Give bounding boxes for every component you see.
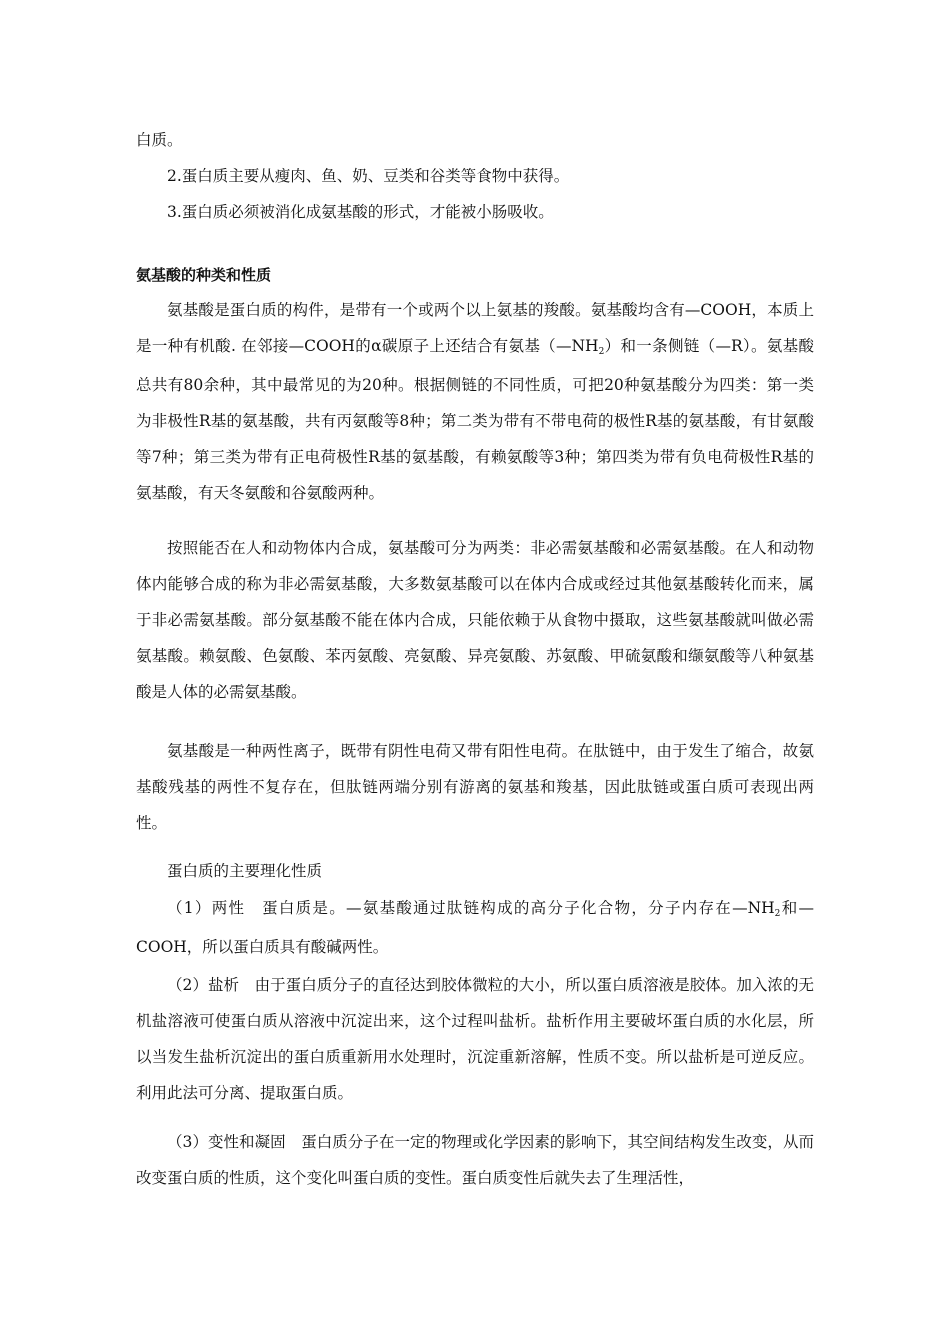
paragraph-essential-amino-acids: 按照能否在人和动物体内合成，氨基酸可分为两类：非必需氨基酸和必需氨基酸。在人和动物体内能够合成的称为非必需氨基酸，大多数氨基酸可以在体内合成或经过其他氨基酸转化而来，属于非必需氨基酸。部分氨基酸不能在体内合成，只能依赖于从食物中摄取，这些氨基酸就叫做必需氨基酸。赖氨酸、色氨酸、苯丙氨酸、亮氨酸、异亮氨酸、苏氨酸、甲硫氨酸和缬氨酸等八种氨基酸是人体的必需氨基酸。 [136,539,814,701]
paragraph-continuation: 白质。 [136,131,183,149]
paragraph-salting-out: （2）盐析 由于蛋白质分子的直径达到胶体微粒的大小，所以蛋白质溶液是胶体。加入浓的无机盐溶液可使蛋白质从溶液中沉淀出来，这个过程叫盐析。盐析作用主要破坏蛋白质的水化层，所以当发生盐析沉淀出的蛋白质重新用水处理时，沉淀重新溶解，性质不变。所以盐析是可逆反应。利用此法可分离、提取蛋白质。 [136,976,814,1102]
list-item-2: 2.蛋白质主要从瘦肉、鱼、奶、豆类和谷类等食物中获得。 [167,167,570,185]
subheading-properties: 蛋白质的主要理化性质 [167,862,323,880]
subscript: 2 [598,347,605,357]
paragraph-text: 氨基酸是蛋白质的构件，是带有一个或两个以上氨基的羧酸。氨基酸均含有—COOH，本质上是一种有机酸. 在邻接—COOH的α碳原子上还结合有氨基（—NH [136,301,814,355]
list-item-3: 3.蛋白质必须被消化成氨基酸的形式，才能被小肠吸收。 [167,203,554,221]
paragraph-text: 和—COOH，所以蛋白质具有酸碱两性。 [136,899,814,956]
paragraph-amphoteric [136,890,814,965]
paragraph-text: ）和一条侧链（—R）。氨基酸总共有80余种，其中最常见的为20种。根据侧链的不同性质，可把20种氨基酸分为四类：第一类为非极性R基的氨基酸，共有丙氨酸等8种；第二类为带有不带电荷的极性R基的氨基酸，有甘氨酸等7种；第三类为带有正电荷极性R基的氨基酸，有赖氨酸等3种；第四类为带有负电荷极性R基的氨基酸，有天冬氨酸和谷氨酸两种。 [136,337,814,502]
paragraph-zwitterion: 氨基酸是一种两性离子，既带有阴性电荷又带有阳性电荷。在肽链中，由于发生了缩合，故氨基酸残基的两性不复存在，但肽链两端分别有游离的氨基和羧基，因此肽链或蛋白质可表现出两性。 [136,742,814,832]
paragraph-denaturation: （3）变性和凝固 蛋白质分子在一定的物理或化学因素的影响下，其空间结构发生改变，从而改变蛋白质的性质，这个变化叫蛋白质的变性。蛋白质变性后就失去了生理活性， [136,1133,814,1187]
subscript: 2 [774,909,781,919]
section-heading: 氨基酸的种类和性质 [136,266,272,284]
paragraph-text: （1）两性 蛋白质是。—氨基酸通过肽链构成的高分子化合物，分子内存在—NH [167,899,775,917]
paragraph-amino-acid-types [136,292,814,511]
